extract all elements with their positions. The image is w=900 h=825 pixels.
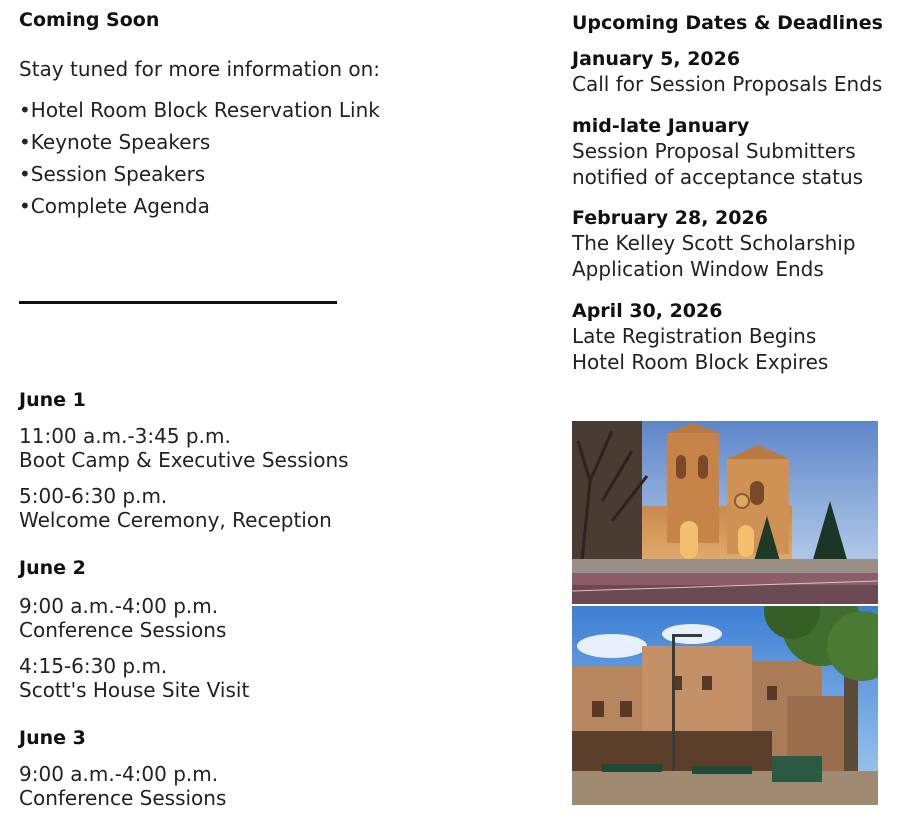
event-time: 9:00 a.m.-4:00 p.m.: [19, 762, 219, 786]
deadlines-heading: Upcoming Dates & Deadlines: [572, 12, 883, 34]
deadline-text: Application Window Ends: [572, 257, 824, 281]
event-time: 5:00-6:30 p.m.: [19, 484, 168, 508]
deadline-date: January 5, 2026: [572, 48, 741, 70]
event-name: Boot Camp & Executive Sessions: [19, 448, 349, 472]
deadline-date: mid-late January: [572, 115, 750, 137]
section-divider: [19, 301, 337, 304]
list-item: • Hotel Room Block Reservation Link: [19, 94, 380, 126]
day-heading: June 2: [19, 557, 86, 579]
coming-soon-list: [19, 94, 380, 222]
event-time: 11:00 a.m.-3:45 p.m.: [19, 424, 231, 448]
list-item: • Keynote Speakers: [19, 126, 380, 158]
deadline-text: The Kelley Scott Scholarship: [572, 231, 856, 255]
deadline-text: Call for Session Proposals Ends: [572, 72, 883, 96]
deadline-text: Session Proposal Submitters: [572, 139, 856, 163]
day-heading: June 1: [19, 389, 86, 411]
day-heading: June 3: [19, 727, 86, 749]
event-time: 9:00 a.m.-4:00 p.m.: [19, 594, 219, 618]
event-name: Welcome Ceremony, Reception: [19, 508, 332, 532]
coming-soon-intro: Stay tuned for more information on:: [19, 57, 380, 81]
deadline-text: notified of acceptance status: [572, 165, 864, 189]
event-name: Scott's House Site Visit: [19, 678, 250, 702]
deadline-date: April 30, 2026: [572, 300, 723, 322]
event-name: Conference Sessions: [19, 618, 227, 642]
coming-soon-heading: Coming Soon: [19, 9, 160, 31]
cathedral-photo: [572, 421, 878, 604]
event-name: Conference Sessions: [19, 786, 227, 810]
list-item: • Session Speakers: [19, 158, 380, 190]
deadline-date: February 28, 2026: [572, 207, 768, 229]
deadline-text: Hotel Room Block Expires: [572, 350, 829, 374]
event-time: 4:15-6:30 p.m.: [19, 654, 168, 678]
adobe-plaza-photo: [572, 606, 878, 805]
deadline-text: Late Registration Begins: [572, 324, 817, 348]
list-item: • Complete Agenda: [19, 190, 380, 222]
